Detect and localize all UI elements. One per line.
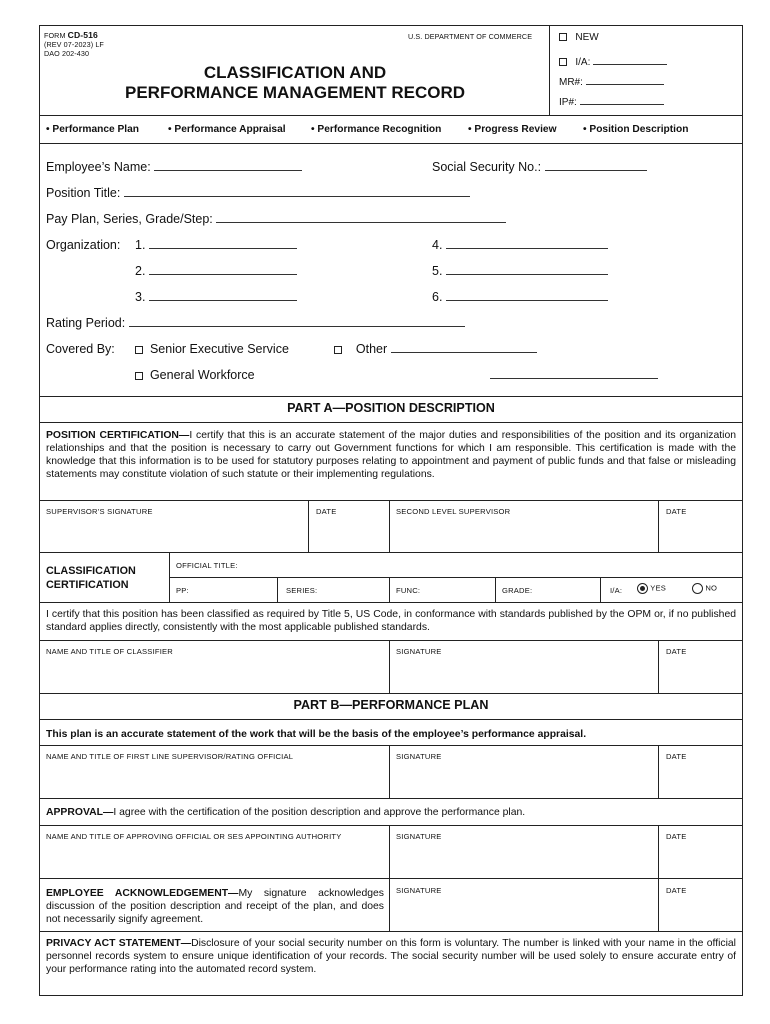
divider	[495, 577, 496, 602]
part-a-heading: PART A—POSITION DESCRIPTION	[287, 401, 495, 415]
nav-performance-plan[interactable]: • Performance Plan	[46, 124, 140, 135]
ia-checkbox[interactable]	[559, 58, 567, 66]
supervisor-signature-field[interactable]	[40, 516, 308, 552]
org-field-5[interactable]	[446, 264, 608, 275]
series-label: SERIES:	[286, 586, 318, 595]
org-field-2[interactable]	[149, 264, 297, 275]
pp-label: PP:	[176, 586, 189, 595]
employee-name-field[interactable]	[154, 160, 302, 171]
approval-statement	[46, 807, 525, 818]
second-level-date-field[interactable]	[659, 516, 742, 552]
mr-field[interactable]	[586, 74, 664, 85]
classifier-date-field[interactable]	[659, 656, 742, 693]
classification-certification-label	[46, 564, 136, 592]
org-number-5: 5.	[432, 264, 443, 278]
rating-period-row	[46, 316, 465, 330]
divider	[40, 931, 742, 932]
org-number-2: 2.	[135, 264, 146, 278]
ia-no-radio[interactable]	[692, 583, 703, 594]
form-label: FORM	[44, 31, 66, 40]
position-title-field[interactable]	[124, 186, 470, 197]
pay-plan-field[interactable]	[216, 212, 506, 223]
divider	[40, 552, 742, 553]
mr-row	[559, 74, 664, 88]
part-a-rule	[40, 422, 742, 423]
org-number-4: 4.	[432, 238, 443, 252]
other-option[interactable]	[334, 342, 537, 356]
ssn-label: Social Security No.:	[432, 160, 542, 174]
approving-date-label: DATE	[666, 832, 687, 841]
position-title-label: Position Title:	[46, 186, 121, 200]
divider	[40, 798, 742, 799]
employee-signature-label: SIGNATURE	[396, 886, 442, 895]
official-title-label: OFFICIAL TITLE:	[176, 561, 238, 570]
divider	[169, 577, 742, 578]
approving-date-field[interactable]	[659, 841, 742, 878]
employee-name-label: Employee’s Name:	[46, 160, 151, 174]
supervisor-signature-label: SUPERVISOR’S SIGNATURE	[46, 507, 153, 516]
first-line-signature-label: SIGNATURE	[396, 752, 442, 761]
func-label: FUNC:	[396, 586, 421, 595]
divider	[40, 602, 742, 603]
first-line-signature-field[interactable]	[390, 761, 658, 798]
org-row-1	[135, 238, 297, 252]
employee-date-field[interactable]	[659, 895, 742, 931]
org-field-1[interactable]	[149, 238, 297, 249]
org-field-6[interactable]	[446, 290, 608, 301]
employee-name-row	[46, 160, 302, 174]
title-line-1: CLASSIFICATION AND	[203, 63, 387, 82]
classifier-signature-label: SIGNATURE	[396, 647, 442, 656]
first-line-supervisor-label: NAME AND TITLE OF FIRST LINE SUPERVISOR/RATING OFFICIAL	[46, 752, 294, 761]
cd-516-form	[39, 25, 743, 996]
revision: (REV 07-2023) LF	[44, 40, 104, 49]
dao-number: DAO 202-430	[44, 49, 90, 58]
approval-body: I agree with the certification of the position description and approve the performance plan.	[113, 807, 526, 818]
ia-yes-label: YES	[650, 583, 666, 593]
info-rule	[40, 396, 742, 397]
nav-performance-recognition[interactable]: • Performance Recognition	[311, 124, 442, 135]
ia-yes-option[interactable]	[637, 583, 666, 594]
position-title-row	[46, 186, 470, 200]
first-line-name-field[interactable]	[40, 761, 389, 798]
classifier-name-field[interactable]	[40, 656, 389, 693]
divider	[40, 745, 742, 746]
ia-yes-radio[interactable]	[637, 583, 648, 594]
org-number-3: 3.	[135, 290, 146, 304]
ia-label: I/A:	[575, 57, 591, 68]
position-certification-body: I certify that this is an accurate statement of the major duties and responsibilities of the position and its organization relationships and that the position is necessary to carry out Government functions for which I am responsible. This certification is made with the knowledge that this information is to be used for statutory purposes relating to appointment and payment of public funds and that false or misleading statements may constitute violation of such statute or their implementing regulations.	[46, 430, 737, 480]
ia-option[interactable]	[559, 54, 667, 68]
ssn-row	[432, 160, 647, 174]
organization-label: Organization:	[46, 238, 121, 252]
gw-checkbox[interactable]	[135, 372, 143, 380]
classifier-date-label: DATE	[666, 647, 687, 656]
supervisor-date-field[interactable]	[309, 516, 389, 552]
ses-checkbox[interactable]	[135, 346, 143, 354]
classification-label-line2: CERTIFICATION	[46, 579, 129, 591]
ses-option[interactable]	[135, 342, 289, 356]
department: U.S. DEPARTMENT OF COMMERCE	[408, 32, 533, 41]
title5-certification-text: I certify that this position has been classified as required by Title 5, US Code, in conformance with standards published by the OPM or, if no published standard applies directly, consistently with the most applicable published standards.	[46, 609, 736, 633]
part-b-heading: PART B—PERFORMANCE PLAN	[293, 698, 489, 712]
rating-period-field[interactable]	[129, 316, 465, 327]
approving-signature-field[interactable]	[390, 841, 658, 878]
employee-date-label: DATE	[666, 886, 687, 895]
ip-row	[559, 94, 664, 108]
acknowledgement-body: My signature acknowledges discussion of the position description and receipt of the plan, and does not necessarily signify agreement.	[46, 888, 384, 925]
rating-period-label: Rating Period:	[46, 316, 126, 330]
class-ia-label: I/A:	[610, 586, 623, 595]
supervisor-date-label: DATE	[316, 507, 337, 516]
acknowledgement-heading: EMPLOYEE ACKNOWLEDGEMENT—	[46, 888, 239, 899]
ip-label: IP#:	[559, 97, 577, 108]
divider	[600, 577, 601, 602]
new-checkbox[interactable]	[559, 33, 567, 41]
privacy-body: Disclosure of your social security number on this form is voluntary. The number is linked with your name in the official personnel records system to ensure unique identification of your records. The social security number will be used solely to ensure accurate entry of your performance rating into the automated record system.	[46, 938, 736, 975]
divider	[40, 693, 742, 694]
approving-official-field[interactable]	[40, 841, 389, 878]
second-level-supervisor-field[interactable]	[390, 516, 658, 552]
new-option[interactable]	[559, 32, 599, 43]
other-label: Other	[355, 342, 388, 356]
pay-plan-row	[46, 212, 506, 226]
ia-no-option[interactable]	[692, 583, 717, 594]
gw-option[interactable]	[135, 368, 255, 382]
divider	[40, 640, 742, 641]
divider	[40, 825, 742, 826]
org-row-5	[432, 264, 608, 278]
other-field[interactable]	[391, 342, 537, 353]
org-row-3	[135, 290, 297, 304]
other-checkbox[interactable]	[334, 346, 342, 354]
covered-by-label: Covered By:	[46, 342, 115, 356]
org-field-4[interactable]	[446, 238, 608, 249]
classification-label-line1: CLASSIFICATION	[46, 565, 136, 577]
approval-heading: APPROVAL—	[46, 807, 114, 818]
gw-label: General Workforce	[149, 368, 255, 382]
position-certification-heading: POSITION CERTIFICATION—	[46, 430, 190, 441]
header-rule	[40, 115, 742, 116]
radio-selected-dot	[640, 586, 645, 591]
ia-no-label: NO	[705, 583, 718, 593]
ses-label: Senior Executive Service	[149, 342, 289, 356]
official-title-field[interactable]	[250, 556, 740, 576]
grade-label: GRADE:	[502, 586, 533, 595]
divider	[389, 577, 390, 602]
position-certification-text	[46, 430, 736, 482]
first-line-date-field[interactable]	[659, 761, 742, 798]
ssn-field[interactable]	[545, 160, 647, 171]
employee-acknowledgement	[46, 888, 384, 927]
other-field-2-row	[490, 368, 658, 382]
divider	[277, 577, 278, 602]
approving-official-label: NAME AND TITLE OF APPROVING OFFICIAL OR SES APPOINTING AUTHORITY	[46, 832, 342, 841]
classifier-signature-field[interactable]	[390, 656, 658, 693]
classifier-label: NAME AND TITLE OF CLASSIFIER	[46, 647, 173, 656]
title-line-2: PERFORMANCE MANAGEMENT RECORD	[125, 83, 465, 102]
nav-position-description[interactable]: • Position Description	[583, 124, 689, 135]
first-line-date-label: DATE	[666, 752, 687, 761]
org-field-3[interactable]	[149, 290, 297, 301]
org-row-2	[135, 264, 297, 278]
employee-signature-field[interactable]	[390, 895, 658, 931]
org-row-4	[432, 238, 608, 252]
nav-performance-appraisal[interactable]: • Performance Appraisal	[168, 124, 286, 135]
org-row-6	[432, 290, 608, 304]
plan-statement: This plan is an accurate statement of the work that will be the basis of the employee’s performance appraisal.	[46, 729, 587, 740]
second-level-date-label: DATE	[666, 507, 687, 516]
nav-rule	[40, 143, 742, 144]
approving-signature-label: SIGNATURE	[396, 832, 442, 841]
ia-field[interactable]	[593, 54, 667, 65]
divider	[40, 719, 742, 720]
divider	[40, 878, 742, 879]
other-field-2[interactable]	[490, 368, 658, 379]
form-id	[44, 30, 98, 40]
nav-progress-review[interactable]: • Progress Review	[468, 124, 557, 135]
ip-field[interactable]	[580, 94, 664, 105]
new-label: NEW	[575, 32, 599, 43]
org-number-1: 1.	[135, 238, 146, 252]
second-level-supervisor-label: SECOND LEVEL SUPERVISOR	[396, 507, 511, 516]
mr-label: MR#:	[559, 77, 583, 88]
privacy-heading: PRIVACY ACT STATEMENT—	[46, 938, 192, 949]
form-number: CD-516	[67, 30, 98, 40]
header-divider	[549, 26, 550, 115]
privacy-act-statement	[46, 938, 736, 977]
org-number-6: 6.	[432, 290, 443, 304]
cert-rule	[40, 500, 742, 501]
pay-plan-label: Pay Plan, Series, Grade/Step:	[46, 212, 213, 226]
